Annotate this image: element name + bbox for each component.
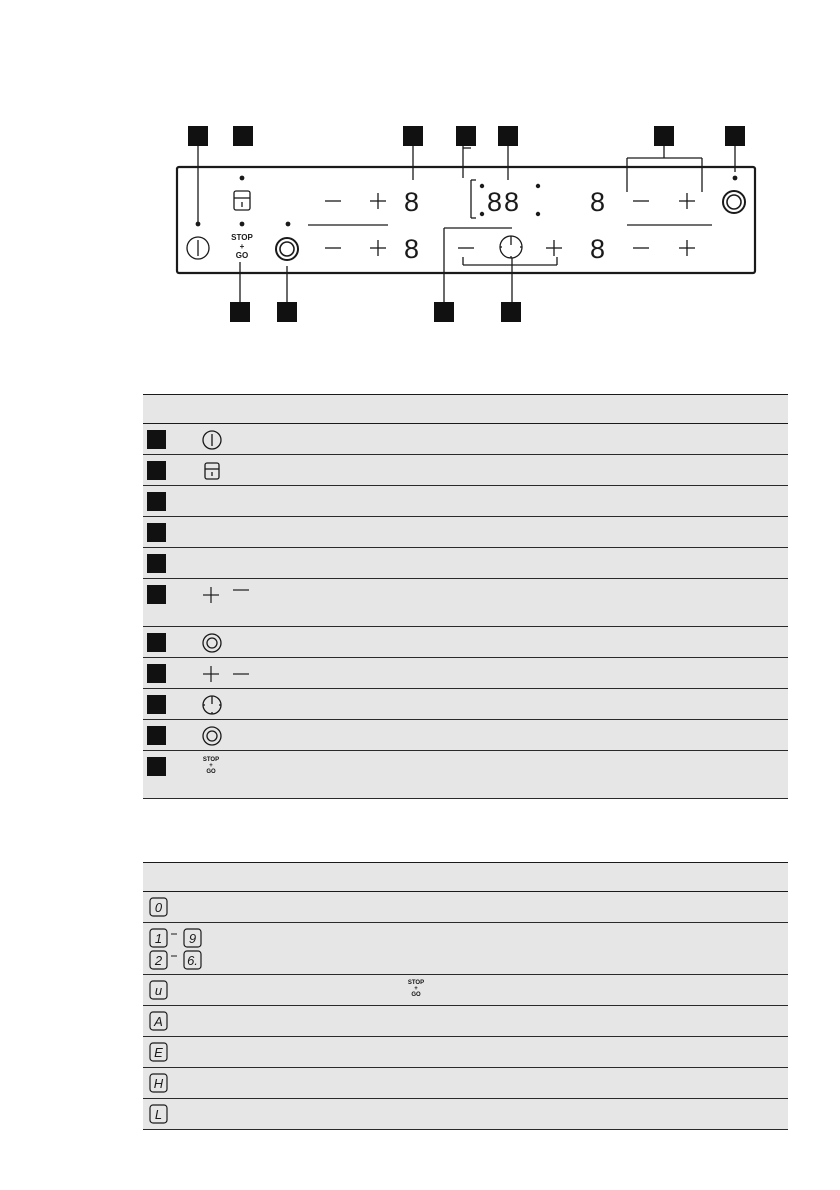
table-row — [143, 1068, 788, 1099]
table-row — [143, 892, 788, 923]
table-row — [143, 579, 788, 627]
table-row — [143, 1006, 788, 1037]
table-row — [143, 1037, 788, 1068]
svg-text:GO: GO — [235, 251, 249, 260]
stop-go-icon: STOP + GO — [407, 980, 425, 998]
on-off-icon — [201, 429, 223, 451]
callout-marker — [277, 302, 297, 322]
callout-marker — [147, 492, 166, 511]
svg-text:6.: 6. — [187, 953, 198, 968]
callout-marker — [233, 126, 253, 146]
callout-marker — [147, 633, 166, 652]
callout-marker — [147, 430, 166, 449]
display-symbol — [149, 1011, 171, 1033]
callout-marker — [456, 126, 476, 146]
callout-marker — [501, 302, 521, 322]
zone-display: 8 — [404, 234, 420, 264]
svg-text:H: H — [153, 1076, 164, 1091]
indicator-dot — [286, 222, 291, 227]
display-symbol — [149, 1104, 171, 1126]
display-symbol — [149, 1042, 171, 1064]
callout-marker — [147, 585, 166, 604]
display-symbol — [149, 928, 209, 972]
stop-go-icon: STOP + GO — [202, 757, 220, 775]
callout-marker — [147, 726, 166, 745]
table-row — [143, 548, 788, 579]
timer-icon — [201, 694, 223, 716]
svg-text:STOP: STOP — [231, 233, 253, 242]
table-row — [143, 424, 788, 455]
callout-marker — [147, 664, 166, 683]
zone-display: 8 — [590, 234, 606, 264]
callout-marker — [147, 757, 166, 776]
display-symbol — [149, 1073, 171, 1095]
lock-button[interactable] — [234, 191, 250, 210]
table-row — [143, 627, 788, 658]
svg-text:1: 1 — [154, 931, 163, 946]
zone-icon — [201, 725, 223, 747]
callout-marker — [230, 302, 250, 322]
plus-minus-icons — [201, 584, 251, 606]
control-panel-diagram — [0, 0, 840, 340]
zone-icon — [201, 632, 223, 654]
indicator-dot — [240, 222, 245, 227]
table-row — [143, 455, 788, 486]
callout-marker — [147, 461, 166, 480]
table-header — [143, 394, 788, 424]
table-row — [143, 923, 788, 975]
display-symbol — [149, 980, 171, 1002]
zone-display: 8 — [404, 187, 420, 217]
callout-marker — [147, 695, 166, 714]
stop-go-button[interactable] — [231, 233, 253, 260]
callout-marker — [403, 126, 423, 146]
svg-text:L: L — [154, 1107, 163, 1122]
table-header — [143, 862, 788, 892]
svg-text:A: A — [154, 1014, 163, 1029]
table-row — [143, 658, 788, 689]
table-row — [143, 1099, 788, 1130]
panel-outline — [177, 167, 755, 273]
indicator-dot — [240, 176, 245, 181]
display-symbol — [149, 897, 171, 919]
indicator-dot — [196, 222, 201, 227]
callout-marker — [434, 302, 454, 322]
callout-marker — [498, 126, 518, 146]
table-row — [143, 486, 788, 517]
indicator-dot — [733, 176, 738, 181]
timer-display: 88 — [487, 187, 522, 217]
callout-marker — [654, 126, 674, 146]
table-row — [143, 689, 788, 720]
table-row — [143, 751, 788, 799]
plus-minus-icons — [201, 663, 251, 685]
callout-marker — [188, 126, 208, 146]
svg-text:u: u — [154, 983, 163, 998]
table-row — [143, 975, 788, 1006]
svg-text:9: 9 — [188, 931, 197, 946]
svg-text:E: E — [154, 1045, 163, 1060]
callout-marker — [725, 126, 745, 146]
table-row — [143, 720, 788, 751]
lock-icon — [201, 460, 223, 482]
svg-text:+: + — [239, 242, 245, 251]
display-table — [143, 862, 788, 1130]
zone-display: 8 — [590, 187, 606, 217]
svg-text:0: 0 — [154, 900, 163, 915]
callout-marker — [147, 554, 166, 573]
callout-marker — [147, 523, 166, 542]
controls-table — [143, 394, 788, 799]
table-row — [143, 517, 788, 548]
svg-text:2: 2 — [154, 953, 163, 968]
